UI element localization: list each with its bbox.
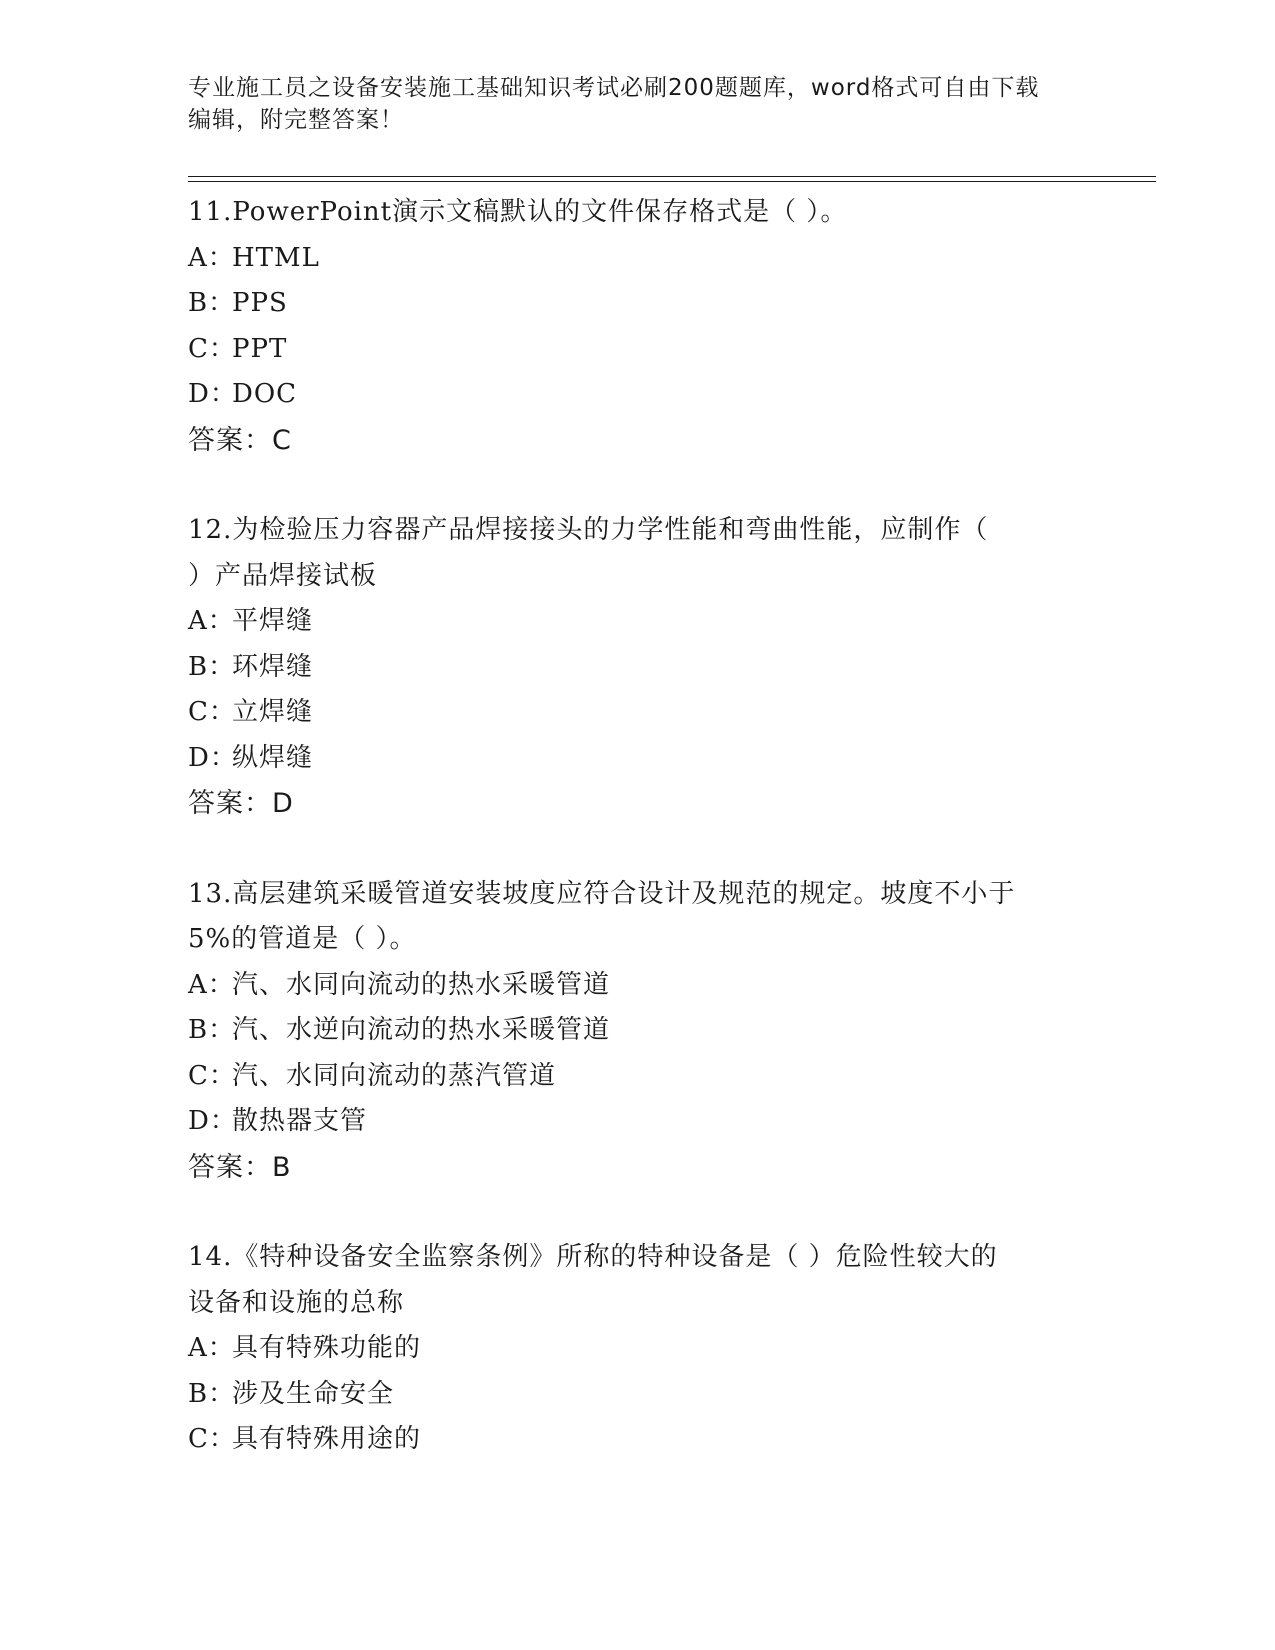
answer-option <box>188 1372 1088 1418</box>
option-text: DOC <box>232 379 298 409</box>
option-text: 纵焊缝 <box>232 742 314 773</box>
question-stem-line: 13.高层建筑采暖管道安装坡度应符合设计及规范的规定。坡度不小于 <box>188 878 1016 909</box>
option-key: B： <box>188 651 236 682</box>
question-stem <box>188 190 1088 236</box>
document-header <box>188 72 1068 136</box>
answer-option <box>188 690 1088 736</box>
question-stem-line: 11.PowerPoint演示文稿默认的文件保存格式是（ ）。 <box>188 197 848 227</box>
option-text: 环焊缝 <box>232 651 314 682</box>
option-key: C： <box>188 697 236 727</box>
question-stem-line: 设备和设施的总称 <box>188 1287 405 1318</box>
option-key: B： <box>188 1378 236 1409</box>
question-list <box>188 190 1088 1463</box>
option-key: D： <box>188 1106 237 1136</box>
answer-option <box>188 1054 1088 1100</box>
option-text: 汽、水同向流动的蒸汽管道 <box>232 1060 557 1091</box>
option-key: D： <box>188 742 237 773</box>
option-text: PPS <box>232 288 288 318</box>
option-key: C： <box>188 333 236 364</box>
answer-option <box>188 281 1088 327</box>
option-text: 涉及生命安全 <box>232 1378 395 1409</box>
option-key: C： <box>188 1060 236 1091</box>
option-text: 具有特殊用途的 <box>232 1424 422 1454</box>
question-stem-line: 5%的管道是（ ）。 <box>188 924 417 954</box>
answer-option <box>188 236 1088 282</box>
question-stem-line: 14.《特种设备安全监察条例》所称的特种设备是（ ）危险性较大的 <box>188 1242 998 1272</box>
answer-option <box>188 327 1088 373</box>
option-text: 散热器支管 <box>232 1106 368 1136</box>
option-key: D： <box>188 379 237 409</box>
option-text: 汽、水逆向流动的热水采暖管道 <box>232 1015 611 1045</box>
option-text: 立焊缝 <box>232 697 314 727</box>
answer-option <box>188 645 1088 691</box>
question-stem <box>188 1235 1088 1326</box>
answer-option <box>188 372 1088 418</box>
question-stem-line: 12.为检验压力容器产品焊接接头的力学性能和弯曲性能，应制作（ <box>188 515 989 545</box>
option-text: HTML <box>232 242 320 273</box>
answer-option <box>188 1008 1088 1054</box>
question-block <box>188 872 1088 1191</box>
option-text: PPT <box>232 333 288 364</box>
answer-option <box>188 963 1088 1009</box>
option-key: A： <box>188 242 235 273</box>
header-title-line-2: 编辑，附完整答案！ <box>188 107 404 133</box>
question-stem <box>188 508 1088 599</box>
question-block <box>188 508 1088 827</box>
option-text: 汽、水同向流动的热水采暖管道 <box>232 969 611 1000</box>
option-text: 具有特殊功能的 <box>232 1333 422 1363</box>
option-key: A： <box>188 1333 235 1363</box>
answer-option <box>188 599 1088 645</box>
option-key: A： <box>188 606 235 636</box>
question-stem-line: ）产品焊接试板 <box>188 560 378 591</box>
option-text: 平焊缝 <box>232 606 314 636</box>
answer-line: 答案：B <box>188 1151 292 1183</box>
question-block <box>188 1235 1088 1463</box>
answer-option <box>188 1099 1088 1145</box>
header-divider-bottom <box>188 181 1156 182</box>
answer-line: 答案：C <box>188 424 292 456</box>
answer-option <box>188 1326 1088 1372</box>
option-key: A： <box>188 969 235 1000</box>
header-title-line-1: 专业施工员之设备安装施工基础知识考试必刷200题题库，word格式可自由下载 <box>188 75 1040 101</box>
answer-option <box>188 1417 1088 1463</box>
answer-line: 答案：D <box>188 788 294 819</box>
question-stem <box>188 872 1088 963</box>
header-divider-top <box>188 176 1156 177</box>
answer-option <box>188 736 1088 782</box>
option-key: B： <box>188 1015 236 1045</box>
option-key: C： <box>188 1424 236 1454</box>
option-key: B： <box>188 288 236 318</box>
question-block <box>188 190 1088 463</box>
